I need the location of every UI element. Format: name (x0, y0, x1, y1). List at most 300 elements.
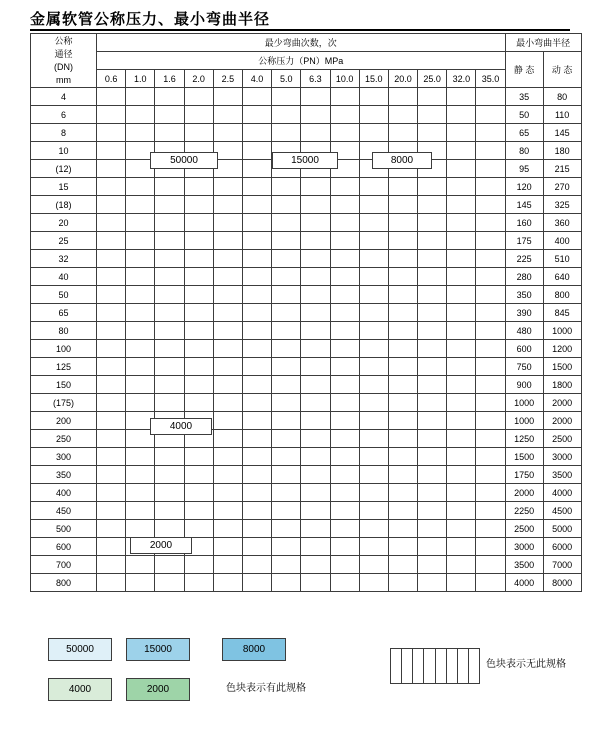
cell-r10-c7 (301, 268, 330, 286)
table-row (31, 178, 582, 196)
table-row (31, 106, 582, 124)
cell-r9-c5 (242, 250, 271, 268)
dynamic-radius: 2500 (543, 430, 581, 448)
cell-r0-c9 (359, 88, 388, 106)
cell-r20-c6 (272, 448, 301, 466)
cell-r21-c6 (272, 466, 301, 484)
cell-r8-c3 (184, 232, 213, 250)
cell-r23-c9 (359, 502, 388, 520)
cell-r17-c0 (97, 394, 126, 412)
static-radius: 3500 (505, 556, 543, 574)
cell-r9-c3 (184, 250, 213, 268)
cell-r14-c8 (330, 340, 359, 358)
cell-r22-c10 (388, 484, 417, 502)
cell-r19-c13 (476, 430, 505, 448)
legend-has-spec-label: 色块表示有此规格 (226, 683, 306, 694)
cell-r11-c8 (330, 286, 359, 304)
cell-r13-c5 (242, 322, 271, 340)
cell-r7-c9 (359, 214, 388, 232)
cell-r7-c12 (447, 214, 476, 232)
cell-r26-c4 (213, 556, 242, 574)
cell-r11-c2 (155, 286, 184, 304)
cell-r26-c11 (418, 556, 447, 574)
cell-r21-c11 (418, 466, 447, 484)
static-radius: 1000 (505, 394, 543, 412)
static-header: 静 态 (505, 52, 543, 88)
cell-r9-c9 (359, 250, 388, 268)
table-row (31, 340, 582, 358)
dynamic-radius: 270 (543, 178, 581, 196)
cell-r27-c5 (242, 574, 271, 592)
cell-r7-c11 (418, 214, 447, 232)
cell-r21-c12 (447, 466, 476, 484)
cell-r25-c13 (476, 538, 505, 556)
cell-r11-c9 (359, 286, 388, 304)
dn-value: 350 (31, 466, 97, 484)
cell-r7-c2 (155, 214, 184, 232)
legend-swatch-15000: 15000 (126, 638, 190, 661)
static-radius: 225 (505, 250, 543, 268)
cell-r16-c2 (155, 376, 184, 394)
cell-r18-c7 (301, 412, 330, 430)
cell-r21-c0 (97, 466, 126, 484)
cell-r21-c10 (388, 466, 417, 484)
cell-r23-c11 (418, 502, 447, 520)
dynamic-radius: 800 (543, 286, 581, 304)
cell-r1-c7 (301, 106, 330, 124)
cell-r4-c13 (476, 160, 505, 178)
table-row (31, 394, 582, 412)
cell-r1-c13 (476, 106, 505, 124)
cell-r7-c5 (242, 214, 271, 232)
cell-r0-c5 (242, 88, 271, 106)
cell-r18-c0 (97, 412, 126, 430)
cell-r6-c9 (359, 196, 388, 214)
dn-value: 4 (31, 88, 97, 106)
static-radius: 1750 (505, 466, 543, 484)
cell-r14-c6 (272, 340, 301, 358)
cell-r13-c4 (213, 322, 242, 340)
cell-r11-c7 (301, 286, 330, 304)
cell-r15-c5 (242, 358, 271, 376)
cell-r15-c0 (97, 358, 126, 376)
cell-r24-c4 (213, 520, 242, 538)
cell-r5-c5 (242, 178, 271, 196)
cell-r17-c4 (213, 394, 242, 412)
cell-r1-c8 (330, 106, 359, 124)
cell-r15-c3 (184, 358, 213, 376)
legend-swatch-2000: 2000 (126, 678, 190, 701)
cell-r18-c5 (242, 412, 271, 430)
cell-r24-c3 (184, 520, 213, 538)
cell-r5-c0 (97, 178, 126, 196)
cell-r26-c8 (330, 556, 359, 574)
cell-r0-c10 (388, 88, 417, 106)
cell-r18-c12 (447, 412, 476, 430)
cell-r17-c13 (476, 394, 505, 412)
cell-r22-c12 (447, 484, 476, 502)
cell-r5-c10 (388, 178, 417, 196)
cell-r14-c7 (301, 340, 330, 358)
cell-r8-c10 (388, 232, 417, 250)
static-radius: 145 (505, 196, 543, 214)
cell-r18-c11 (418, 412, 447, 430)
dynamic-radius: 110 (543, 106, 581, 124)
cell-r17-c1 (126, 394, 155, 412)
cell-r26-c12 (447, 556, 476, 574)
cell-r19-c6 (272, 430, 301, 448)
cell-r26-c13 (476, 556, 505, 574)
cell-r26-c1 (126, 556, 155, 574)
cell-r15-c10 (388, 358, 417, 376)
cell-r22-c1 (126, 484, 155, 502)
cell-r13-c6 (272, 322, 301, 340)
cell-r8-c2 (155, 232, 184, 250)
cell-r27-c13 (476, 574, 505, 592)
cell-r7-c10 (388, 214, 417, 232)
cell-r6-c13 (476, 196, 505, 214)
static-radius: 900 (505, 376, 543, 394)
cell-r5-c12 (447, 178, 476, 196)
dn-value: 800 (31, 574, 97, 592)
dn-value: 80 (31, 322, 97, 340)
cell-r15-c11 (418, 358, 447, 376)
cell-r15-c12 (447, 358, 476, 376)
cell-r26-c7 (301, 556, 330, 574)
cell-r22-c2 (155, 484, 184, 502)
cell-r1-c10 (388, 106, 417, 124)
cell-r27-c11 (418, 574, 447, 592)
dynamic-radius: 2000 (543, 394, 581, 412)
cell-r11-c11 (418, 286, 447, 304)
cell-r6-c12 (447, 196, 476, 214)
dynamic-radius: 400 (543, 232, 581, 250)
cell-r20-c4 (213, 448, 242, 466)
cell-r5-c7 (301, 178, 330, 196)
cell-r8-c11 (418, 232, 447, 250)
dynamic-radius: 360 (543, 214, 581, 232)
cell-r15-c8 (330, 358, 359, 376)
cell-r12-c8 (330, 304, 359, 322)
cell-r2-c2 (155, 124, 184, 142)
dynamic-radius: 510 (543, 250, 581, 268)
cell-r24-c2 (155, 520, 184, 538)
cell-r17-c10 (388, 394, 417, 412)
cell-r4-c5 (242, 160, 271, 178)
static-radius: 600 (505, 340, 543, 358)
cell-r24-c9 (359, 520, 388, 538)
dynamic-radius: 1800 (543, 376, 581, 394)
dn-value: 50 (31, 286, 97, 304)
cell-r22-c3 (184, 484, 213, 502)
cell-r5-c8 (330, 178, 359, 196)
cell-r2-c10 (388, 124, 417, 142)
cell-r8-c0 (97, 232, 126, 250)
cell-r9-c11 (418, 250, 447, 268)
dn-value: 600 (31, 538, 97, 556)
table-row (31, 412, 582, 430)
cell-r11-c3 (184, 286, 213, 304)
cell-r12-c3 (184, 304, 213, 322)
cell-r25-c6 (272, 538, 301, 556)
cell-r9-c7 (301, 250, 330, 268)
cell-r16-c5 (242, 376, 271, 394)
cell-r2-c3 (184, 124, 213, 142)
cell-r2-c9 (359, 124, 388, 142)
table-header (31, 34, 582, 88)
table-row (31, 88, 582, 106)
cell-r24-c5 (242, 520, 271, 538)
cell-r10-c2 (155, 268, 184, 286)
pressure-col-3: 2.0 (184, 70, 213, 88)
pressure-col-12: 32.0 (447, 70, 476, 88)
cell-r6-c11 (418, 196, 447, 214)
cell-r20-c0 (97, 448, 126, 466)
cell-r20-c5 (242, 448, 271, 466)
cell-r1-c12 (447, 106, 476, 124)
page-title: 金属软管公称压力、最小弯曲半径 (30, 10, 271, 28)
cell-r14-c12 (447, 340, 476, 358)
cell-r1-c0 (97, 106, 126, 124)
cell-r20-c9 (359, 448, 388, 466)
cell-r22-c7 (301, 484, 330, 502)
static-radius: 390 (505, 304, 543, 322)
cell-r13-c8 (330, 322, 359, 340)
cell-r27-c0 (97, 574, 126, 592)
cell-r14-c9 (359, 340, 388, 358)
dn-value: (12) (31, 160, 97, 178)
cell-r21-c2 (155, 466, 184, 484)
cell-r23-c1 (126, 502, 155, 520)
cell-r2-c4 (213, 124, 242, 142)
table-row (31, 250, 582, 268)
cell-r9-c13 (476, 250, 505, 268)
cell-r14-c0 (97, 340, 126, 358)
cell-r15-c9 (359, 358, 388, 376)
cell-r12-c10 (388, 304, 417, 322)
cell-r2-c11 (418, 124, 447, 142)
pressure-col-10: 20.0 (388, 70, 417, 88)
static-radius: 120 (505, 178, 543, 196)
cell-r2-c13 (476, 124, 505, 142)
spec-table (30, 33, 582, 592)
cell-r1-c1 (126, 106, 155, 124)
cell-r6-c3 (184, 196, 213, 214)
cell-r22-c9 (359, 484, 388, 502)
cell-r18-c4 (213, 412, 242, 430)
cell-r12-c13 (476, 304, 505, 322)
pressure-col-8: 10.0 (330, 70, 359, 88)
cell-r21-c1 (126, 466, 155, 484)
cell-r18-c9 (359, 412, 388, 430)
static-radius: 750 (505, 358, 543, 376)
dynamic-radius: 3500 (543, 466, 581, 484)
cell-r13-c7 (301, 322, 330, 340)
cell-r4-c12 (447, 160, 476, 178)
cell-r17-c11 (418, 394, 447, 412)
cell-r19-c0 (97, 430, 126, 448)
cell-r9-c1 (126, 250, 155, 268)
legend-no-spec-label: 色块表示无此规格 (486, 659, 566, 670)
cell-r25-c11 (418, 538, 447, 556)
cell-r11-c0 (97, 286, 126, 304)
cell-r13-c12 (447, 322, 476, 340)
cell-r7-c8 (330, 214, 359, 232)
dn-header (31, 34, 97, 88)
cell-r8-c4 (213, 232, 242, 250)
cell-r24-c0 (97, 520, 126, 538)
cell-r27-c10 (388, 574, 417, 592)
cell-r26-c10 (388, 556, 417, 574)
cell-r16-c9 (359, 376, 388, 394)
table-row (31, 214, 582, 232)
cell-r20-c7 (301, 448, 330, 466)
dn-value: 6 (31, 106, 97, 124)
bend-count-header: 最少弯曲次数，次 (97, 34, 506, 52)
cell-r19-c10 (388, 430, 417, 448)
cell-r1-c6 (272, 106, 301, 124)
cell-r22-c5 (242, 484, 271, 502)
cell-r1-c2 (155, 106, 184, 124)
cell-r5-c3 (184, 178, 213, 196)
dn-line-2: 通径 (54, 48, 73, 59)
dn-line-3: (DN) (54, 61, 73, 72)
cell-r17-c3 (184, 394, 213, 412)
cell-r2-c6 (272, 124, 301, 142)
static-radius: 160 (505, 214, 543, 232)
cell-r12-c2 (155, 304, 184, 322)
cell-r27-c4 (213, 574, 242, 592)
cell-r16-c1 (126, 376, 155, 394)
cell-r0-c0 (97, 88, 126, 106)
cell-r4-c0 (97, 160, 126, 178)
cell-r9-c8 (330, 250, 359, 268)
cell-r24-c12 (447, 520, 476, 538)
cell-r7-c3 (184, 214, 213, 232)
cell-r16-c8 (330, 376, 359, 394)
static-radius: 280 (505, 268, 543, 286)
dn-value: 10 (31, 142, 97, 160)
cell-r11-c5 (242, 286, 271, 304)
dynamic-radius: 80 (543, 88, 581, 106)
cell-r20-c1 (126, 448, 155, 466)
cell-r3-c13 (476, 142, 505, 160)
cell-r16-c0 (97, 376, 126, 394)
cell-r16-c10 (388, 376, 417, 394)
cell-r8-c9 (359, 232, 388, 250)
dn-value: 125 (31, 358, 97, 376)
cell-r24-c8 (330, 520, 359, 538)
table-row (31, 322, 582, 340)
cell-r22-c6 (272, 484, 301, 502)
cell-r27-c1 (126, 574, 155, 592)
cell-r20-c11 (418, 448, 447, 466)
cell-r16-c6 (272, 376, 301, 394)
cell-r27-c2 (155, 574, 184, 592)
cell-r19-c12 (447, 430, 476, 448)
static-radius: 35 (505, 88, 543, 106)
cell-r0-c4 (213, 88, 242, 106)
dynamic-radius: 8000 (543, 574, 581, 592)
cell-r6-c8 (330, 196, 359, 214)
cell-r10-c9 (359, 268, 388, 286)
cell-r12-c4 (213, 304, 242, 322)
cell-r25-c10 (388, 538, 417, 556)
cell-r1-c5 (242, 106, 271, 124)
cell-r20-c8 (330, 448, 359, 466)
dynamic-radius: 7000 (543, 556, 581, 574)
static-radius: 50 (505, 106, 543, 124)
overlay-badge-2000: 2000 (130, 537, 192, 554)
cell-r10-c11 (418, 268, 447, 286)
table-row (31, 124, 582, 142)
pressure-col-11: 25.0 (418, 70, 447, 88)
cell-r21-c7 (301, 466, 330, 484)
cell-r14-c13 (476, 340, 505, 358)
dn-value: 8 (31, 124, 97, 142)
cell-r12-c11 (418, 304, 447, 322)
cell-r7-c1 (126, 214, 155, 232)
cell-r27-c12 (447, 574, 476, 592)
cell-r10-c12 (447, 268, 476, 286)
dn-value: 500 (31, 520, 97, 538)
cell-r23-c6 (272, 502, 301, 520)
cell-r23-c7 (301, 502, 330, 520)
cell-r13-c13 (476, 322, 505, 340)
cell-r22-c0 (97, 484, 126, 502)
cell-r11-c10 (388, 286, 417, 304)
cell-r12-c7 (301, 304, 330, 322)
cell-r14-c1 (126, 340, 155, 358)
cell-r10-c10 (388, 268, 417, 286)
cell-r0-c11 (418, 88, 447, 106)
cell-r8-c13 (476, 232, 505, 250)
cell-r1-c3 (184, 106, 213, 124)
dn-value: 65 (31, 304, 97, 322)
static-radius: 350 (505, 286, 543, 304)
dynamic-radius: 845 (543, 304, 581, 322)
cell-r10-c5 (242, 268, 271, 286)
cell-r25-c9 (359, 538, 388, 556)
cell-r10-c4 (213, 268, 242, 286)
table-row (31, 502, 582, 520)
cell-r0-c13 (476, 88, 505, 106)
dynamic-radius: 640 (543, 268, 581, 286)
static-radius: 1250 (505, 430, 543, 448)
title-underline (30, 29, 570, 31)
cell-r9-c6 (272, 250, 301, 268)
cell-r11-c6 (272, 286, 301, 304)
cell-r27-c8 (330, 574, 359, 592)
cell-r22-c8 (330, 484, 359, 502)
overlay-badge-50000: 50000 (150, 152, 218, 169)
cell-r8-c12 (447, 232, 476, 250)
cell-r6-c2 (155, 196, 184, 214)
cell-r26-c5 (242, 556, 271, 574)
cell-r17-c7 (301, 394, 330, 412)
dn-value: 25 (31, 232, 97, 250)
cell-r9-c12 (447, 250, 476, 268)
cell-r20-c3 (184, 448, 213, 466)
cell-r1-c9 (359, 106, 388, 124)
cell-r22-c11 (418, 484, 447, 502)
cell-r0-c3 (184, 88, 213, 106)
cell-r22-c13 (476, 484, 505, 502)
cell-r13-c3 (184, 322, 213, 340)
cell-r26-c2 (155, 556, 184, 574)
table-row (31, 358, 582, 376)
pressure-col-7: 6.3 (301, 70, 330, 88)
